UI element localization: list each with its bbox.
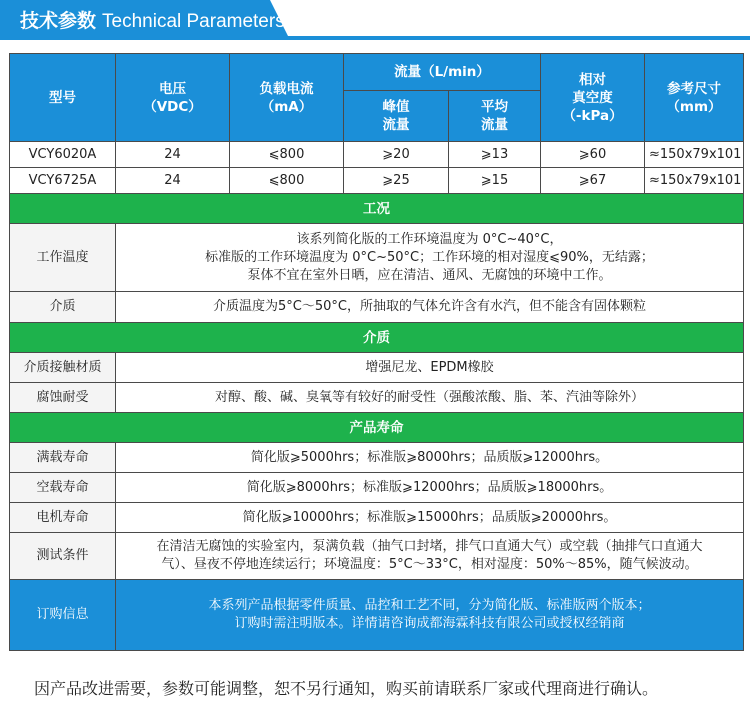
cell-model: VCY6020A	[10, 142, 116, 168]
header-voltage	[116, 54, 230, 142]
order-info-text	[116, 580, 744, 651]
footer-note: 因产品改进需要，参数可能调整，恕不另行通知，购买前请联系厂家或代理商进行确认。	[34, 679, 659, 698]
header-vacuum-line3: （-kPa）	[562, 107, 623, 124]
table-row	[10, 533, 744, 580]
header-current-line1: 负载电流	[259, 80, 314, 97]
header-avg-line1: 平均	[481, 99, 508, 115]
table-row	[10, 292, 744, 323]
row-label-test-conditions: 测试条件	[10, 533, 116, 580]
title-en: Technical Parameters	[102, 11, 285, 32]
header-peak-line2: 流量	[382, 117, 410, 133]
header-voltage-line2: （VDC）	[143, 98, 202, 115]
cell-avg: ⩾13	[449, 142, 541, 168]
cell-vacuum: ⩾60	[541, 142, 645, 168]
cell-voltage: 24	[116, 142, 230, 168]
table-row	[10, 142, 744, 168]
row-label-full-load-life: 满载寿命	[10, 443, 116, 473]
title-cn: 技术参数	[20, 10, 97, 32]
header-size-line2: （mm）	[666, 98, 722, 115]
cell-current: ⩽800	[230, 142, 344, 168]
table-row	[10, 383, 744, 413]
temperature-text	[116, 224, 744, 292]
table-row	[10, 168, 744, 194]
temperature-line2: 标准版的工作环境温度为 0°C~50°C；工作环境的相对湿度⩽90%，无结露；	[205, 249, 654, 265]
header-size	[645, 54, 744, 142]
parameters-table	[9, 53, 744, 651]
test-conditions-line2: 气）、昼夜不停地连续运行；环境温度：5°C～33°C，相对湿度：50%～85%，随气候波动。	[161, 557, 698, 572]
order-info-line2: 订购时需注明版本。详情请咨询成都海霖科技有限公司或授权经销商	[234, 616, 625, 631]
cell-vacuum: ⩾67	[541, 168, 645, 194]
cell-peak: ⩾25	[344, 168, 449, 194]
cell-current: ⩽800	[230, 168, 344, 194]
medium-text: 介质温度为5°C～50°C，所抽取的气体允许含有水汽，但不能含有固体颗粒	[116, 292, 744, 323]
table-row	[10, 503, 744, 533]
header-vacuum	[541, 54, 645, 142]
section-condition: 工况	[10, 194, 744, 224]
temperature-line3: 泵体不宜在室外日晒，应在清洁、通风、无腐蚀的环境中工作。	[247, 267, 612, 283]
header-vacuum-line2: 真空度	[572, 89, 613, 106]
header-current	[230, 54, 344, 142]
cell-model: VCY6725A	[10, 168, 116, 194]
contact-material-text: 增强尼龙、EPDM橡胶	[116, 353, 744, 383]
row-label-contact-material: 介质接触材质	[10, 353, 116, 383]
header-avg-line2: 流量	[481, 117, 508, 133]
cell-size: ≈150x79x101	[645, 168, 744, 194]
section-life: 产品寿命	[10, 413, 744, 443]
row-label-no-load-life: 空载寿命	[10, 473, 116, 503]
no-load-life-text: 简化版⩾8000hrs；标准版⩾12000hrs；品质版⩾18000hrs。	[116, 473, 744, 503]
test-conditions-text	[116, 533, 744, 580]
temperature-line1: 该系列简化版的工作环境温度为 0°C~40°C，	[296, 231, 563, 247]
cell-avg: ⩾15	[449, 168, 541, 194]
table-row	[10, 224, 744, 292]
header-current-line2: （mA）	[260, 98, 313, 115]
order-info-line1: 本系列产品根据零件质量、品控和工艺不同，分为简化版、标准版两个版本；	[208, 598, 651, 613]
table-row	[10, 443, 744, 473]
header-voltage-line1: 电压	[159, 80, 186, 97]
header-flow-peak	[344, 91, 449, 142]
section-title	[20, 6, 285, 36]
header-vacuum-line1: 相对	[579, 71, 606, 88]
section-medium: 介质	[10, 323, 744, 353]
table-row	[10, 473, 744, 503]
motor-life-text: 简化版⩾10000hrs；标准版⩾15000hrs；品质版⩾20000hrs。	[116, 503, 744, 533]
test-conditions-line1: 在清洁无腐蚀的实验室内，泵满负载（抽气口封堵，排气口直通大气）或空载（抽排气口直通大	[156, 539, 703, 554]
table-row	[10, 353, 744, 383]
cell-peak: ⩾20	[344, 142, 449, 168]
header-size-line1: 参考尺寸	[667, 80, 721, 97]
cell-size: ≈150x79x101	[645, 142, 744, 168]
row-label-temperature: 工作温度	[10, 224, 116, 292]
header-flow: 流量（L/min）	[344, 54, 541, 91]
row-label-corrosion: 腐蚀耐受	[10, 383, 116, 413]
table-row	[10, 580, 744, 651]
cell-voltage: 24	[116, 168, 230, 194]
row-label-order-info: 订购信息	[10, 580, 116, 651]
section-header	[0, 0, 750, 42]
corrosion-text: 对醇、酸、碱、臭氧等有较好的耐受性（强酸浓酸、脂、苯、汽油等除外）	[116, 383, 744, 413]
header-flow-avg	[449, 91, 541, 142]
row-label-medium: 介质	[10, 292, 116, 323]
header-model: 型号	[10, 54, 116, 142]
header-peak-line1: 峰值	[382, 99, 410, 115]
full-load-life-text: 简化版⩾5000hrs；标准版⩾8000hrs；品质版⩾12000hrs。	[116, 443, 744, 473]
row-label-motor-life: 电机寿命	[10, 503, 116, 533]
